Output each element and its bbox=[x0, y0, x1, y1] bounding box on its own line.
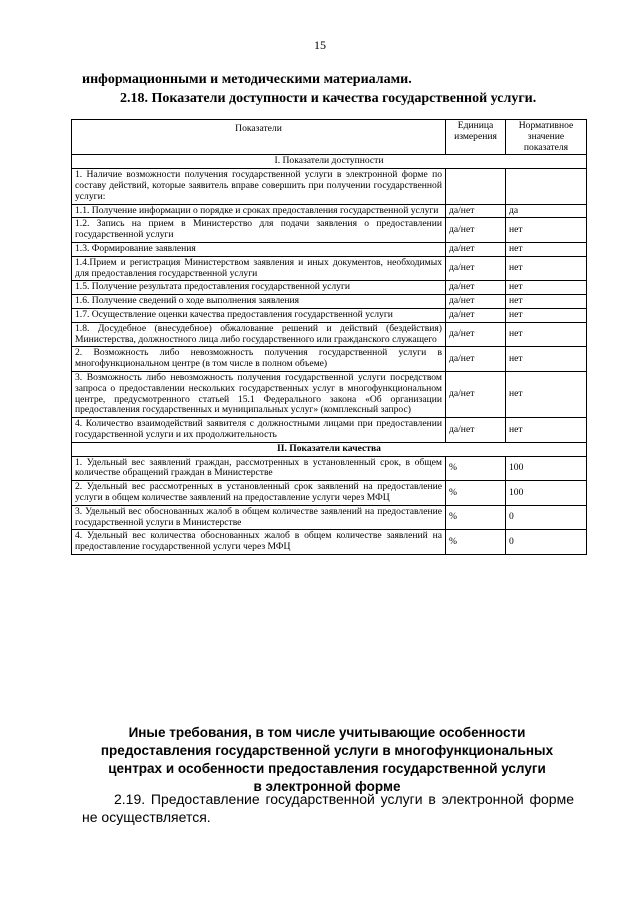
table-row bbox=[72, 481, 587, 506]
unit-cell: да/нет bbox=[446, 218, 506, 243]
normative-cell: нет bbox=[506, 371, 587, 417]
unit-cell: % bbox=[446, 456, 506, 481]
unit-cell: % bbox=[446, 505, 506, 530]
requirements-heading-line: предоставления государственной услуги в многофункциональных bbox=[100, 743, 554, 758]
unit-cell: да/нет bbox=[446, 322, 506, 347]
table-row bbox=[72, 418, 587, 443]
normative-cell: 0 bbox=[506, 505, 587, 530]
header-indicators: Показатели bbox=[72, 120, 446, 155]
page-number: 15 bbox=[314, 38, 326, 52]
header-normative: Нормативное значение показателя bbox=[506, 120, 587, 155]
table-row bbox=[72, 371, 587, 417]
normative-cell: 0 bbox=[506, 530, 587, 555]
normative-cell: нет bbox=[506, 281, 587, 295]
requirements-heading bbox=[82, 724, 572, 796]
indicator-cell: 1.3. Формирование заявления bbox=[72, 242, 446, 256]
indicator-cell: 1.8. Досудебное (внесудебное) обжалование решений и действий (бездействия) Министерства, должностного лица либо государственного или гражданского служащего bbox=[72, 322, 446, 347]
table-row bbox=[72, 256, 587, 281]
indicator-cell: 3. Возможность либо невозможность получения государственной услуги посредством запроса о предоставлении нескольких государственных услуг в многофункциональном центре, предусмотренного статьей 15.1 Федерального закона «Об организации предоставления государственных и муниципальных услуг» (комплексный запрос) bbox=[72, 371, 446, 417]
table-row bbox=[72, 347, 587, 372]
indicator-cell: 4. Удельный вес количества обоснованных жалоб в общем количестве заявлений на предоставление государственной услуги через МФЦ bbox=[72, 530, 446, 555]
normative-cell: нет bbox=[506, 256, 587, 281]
table-group-row bbox=[72, 442, 587, 456]
table-row bbox=[72, 295, 587, 309]
normative-cell: нет bbox=[506, 295, 587, 309]
table-header-row bbox=[72, 120, 587, 155]
indicator-cell: 1. Наличие возможности получения государственной услуги в электронной форме по составу действий, которые заявитель вправе совершить при получении государственной услуги: bbox=[72, 169, 446, 204]
unit-cell: да/нет bbox=[446, 347, 506, 372]
unit-cell: да/нет bbox=[446, 256, 506, 281]
indicator-cell: 1. Удельный вес заявлений граждан, рассмотренных в установленный срок, в общем количестве обращений граждан в Министерстве bbox=[72, 456, 446, 481]
unit-cell: да/нет bbox=[446, 308, 506, 322]
normative-cell: нет bbox=[506, 347, 587, 372]
normative-cell: 100 bbox=[506, 481, 587, 506]
normative-cell: 100 bbox=[506, 456, 587, 481]
indicator-cell: 2. Удельный вес рассмотренных в установленный срок заявлений на предоставление услуги в общем количестве заявлений на предоставление услуги через МФЦ bbox=[72, 481, 446, 506]
normative-cell: нет bbox=[506, 218, 587, 243]
indicator-cell: 1.5. Получение результата предоставления государственной услуги bbox=[72, 281, 446, 295]
indicator-cell: 3. Удельный вес обоснованных жалоб в общем количестве заявлений на предоставление государственной услуги в Министерстве bbox=[72, 505, 446, 530]
group-title: II. Показатели качества bbox=[72, 442, 587, 456]
table-row bbox=[72, 281, 587, 295]
unit-cell: да/нет bbox=[446, 204, 506, 218]
table-row bbox=[72, 204, 587, 218]
normative-cell: нет bbox=[506, 322, 587, 347]
table-group-row bbox=[72, 155, 587, 169]
table-row bbox=[72, 169, 587, 204]
unit-cell bbox=[446, 169, 506, 204]
table-row bbox=[72, 322, 587, 347]
requirements-heading-line: в электронной форме bbox=[253, 779, 401, 794]
normative-cell bbox=[506, 169, 587, 204]
unit-cell: да/нет bbox=[446, 418, 506, 443]
indicators-table bbox=[71, 119, 587, 555]
table-row bbox=[72, 308, 587, 322]
continuation-text: информационными и методическими материалами. bbox=[82, 72, 412, 87]
indicator-cell: 1.4.Прием и регистрация Министерством заявления и иных документов, необходимых для предоставления государственной услуги bbox=[72, 256, 446, 281]
unit-cell: % bbox=[446, 481, 506, 506]
indicator-cell: 1.1. Получение информации о порядке и сроках предоставления государственной услуги bbox=[72, 204, 446, 218]
table-row bbox=[72, 505, 587, 530]
header-unit: Единица измерения bbox=[446, 120, 506, 155]
section-title: 2.18. Показатели доступности и качества государственной услуги. bbox=[120, 91, 537, 106]
unit-cell: да/нет bbox=[446, 281, 506, 295]
indicator-cell: 1.2. Запись на прием в Министерство для подачи заявления о предоставлении государственной услуги bbox=[72, 218, 446, 243]
normative-cell: да bbox=[506, 204, 587, 218]
indicator-cell: 1.6. Получение сведений о ходе выполнения заявления bbox=[72, 295, 446, 309]
unit-cell: % bbox=[446, 530, 506, 555]
paragraph-2-19: 2.19. Предоставление государственной услуги в электронной форме не осуществляется. bbox=[82, 791, 574, 825]
requirements-heading-line: центрах и особенности предоставления государственной услуги bbox=[108, 761, 546, 776]
indicator-cell: 4. Количество взаимодействий заявителя с должностными лицами при предоставлении государственной услуги и их продолжительность bbox=[72, 418, 446, 443]
group-title: I. Показатели доступности bbox=[72, 155, 587, 169]
normative-cell: нет bbox=[506, 418, 587, 443]
table-row bbox=[72, 242, 587, 256]
normative-cell: нет bbox=[506, 308, 587, 322]
unit-cell: да/нет bbox=[446, 371, 506, 417]
table-row bbox=[72, 218, 587, 243]
normative-cell: нет bbox=[506, 242, 587, 256]
table-row bbox=[72, 456, 587, 481]
table-row bbox=[72, 530, 587, 555]
indicator-cell: 2. Возможность либо невозможность получения государственной услуги в многофункциональном центре (в том числе в полном объеме) bbox=[72, 347, 446, 372]
unit-cell: да/нет bbox=[446, 295, 506, 309]
requirements-heading-line: Иные требования, в том числе учитывающие особенности bbox=[128, 725, 526, 740]
unit-cell: да/нет bbox=[446, 242, 506, 256]
indicator-cell: 1.7. Осуществление оценки качества предоставления государственной услуги bbox=[72, 308, 446, 322]
